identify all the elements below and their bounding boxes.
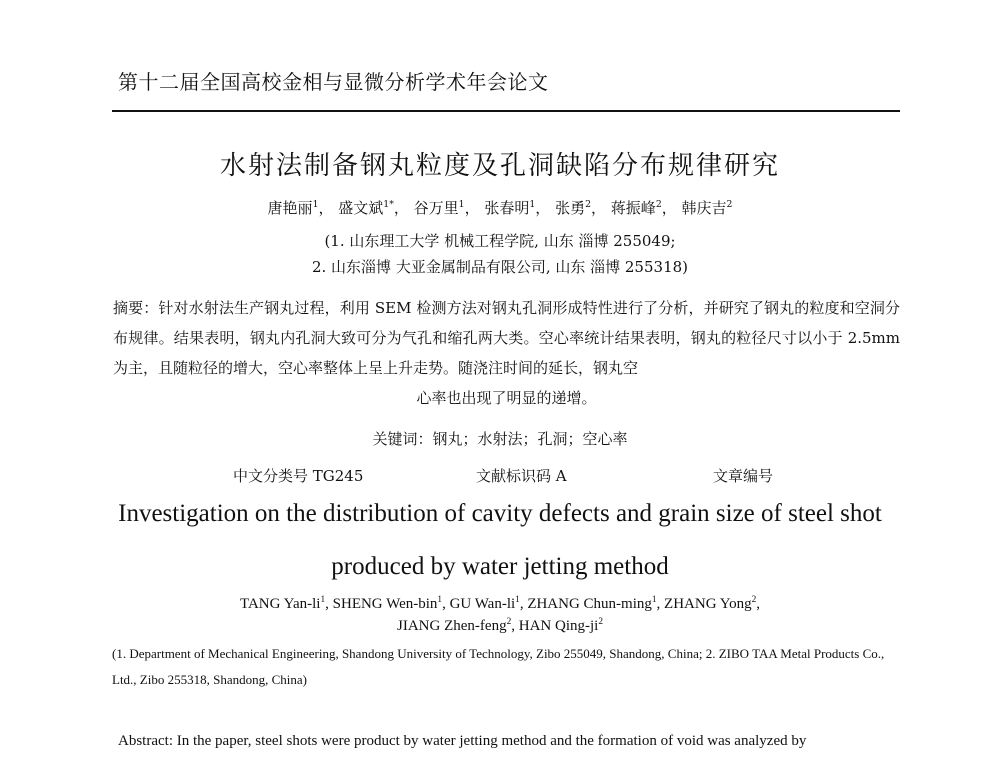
- english-title-line-1: Investigation on the distribution of cavity defects and grain size of steel shot: [118, 500, 882, 527]
- chinese-abstract-last-line: 心率也出现了明显的递增。: [416, 389, 597, 407]
- author-sup: 1: [515, 595, 520, 605]
- classification-number: 中文分类号 TG245: [233, 467, 364, 485]
- document-code: 文献标识码 A: [476, 467, 567, 485]
- author: 蒋振峰: [610, 199, 656, 217]
- author: JIANG Zhen-feng: [397, 618, 507, 634]
- chinese-abstract-body: 摘要：针对水射法生产钢丸过程，利用 SEM 检测方法对钢丸孔洞形成特性进行了分析，并研究了钢丸的粒度和空洞分布规律。结果表明，钢丸内孔洞大致可分为气孔和缩孔两大类。空心率统计结果表明，钢丸的粒径尺寸以小于 2.5mm 为主，且随粒径的增大，空心率整体上呈上升走势。随浇注时间的延长，钢丸空: [113, 299, 900, 377]
- chinese-abstract: [113, 293, 900, 413]
- author: 张春明: [484, 199, 530, 217]
- author-sup: 2: [726, 199, 733, 210]
- chinese-affiliation-1: (1. 山东理工大学 机械工程学院, 山东 淄博 255049;: [324, 232, 676, 250]
- author-sup: 1: [437, 595, 443, 605]
- chinese-keywords: 关键词：钢丸；水射法；孔洞；空心率: [372, 430, 628, 448]
- english-abstract: Abstract: In the paper, steel shots were product by water jetting method and the formation of void was analyzed by: [118, 733, 807, 749]
- author: 韩庆吉: [681, 199, 727, 217]
- author-sup: 1: [458, 199, 465, 210]
- article-number: 文章编号: [713, 467, 774, 485]
- author: GU Wan-li: [449, 596, 516, 612]
- author: TANG Yan-li: [240, 596, 321, 612]
- author: SHENG Wen-bin: [332, 596, 438, 612]
- english-title-line-2: produced by water jetting method: [331, 553, 669, 580]
- english-authors-line-2: JIANG Zhen-feng$^2$, HAN Qing-$ji^2$: [397, 617, 603, 634]
- author: 谷万里: [413, 199, 459, 217]
- english-authors-line-1: TANG Yan-$li^1$, SHENG Wen-bin$^1$, GU Wan-$li^1$, ZHANG Chun-ming$^1$, ZHANG Yong$^2$,: [240, 595, 760, 612]
- author: 盛文斌: [338, 199, 384, 217]
- author-sup: 1: [529, 199, 536, 210]
- chinese-affiliation-2: 2. 山东淄博 大亚金属制品有限公司, 山东 淄博 255318): [311, 258, 689, 276]
- author: 张勇: [555, 199, 586, 217]
- english-affiliation: (1. Department of Mechanical Engineering, Shandong University of Technology, Zibo 255049, Shandong, China; 2. ZIBO TAA Metal Products Co., Ltd., Zibo 255318, Shandong, China): [112, 646, 885, 687]
- author-sup: 2: [585, 199, 592, 210]
- author-sup: 2: [506, 617, 512, 627]
- proceedings-header: 第十二届全国高校金相与显微分析学术年会论文: [118, 70, 549, 94]
- author: 唐艳丽: [267, 199, 313, 217]
- author-sup: 1: [312, 199, 319, 210]
- author-sup: 2: [598, 617, 603, 627]
- header-rule: [112, 110, 900, 112]
- author-sup: 1: [320, 595, 326, 605]
- author: HAN Qing-ji: [518, 618, 599, 634]
- author: ZHANG Yong: [664, 596, 752, 612]
- author-sup: 1*: [383, 199, 394, 210]
- author-sup: 2: [751, 595, 757, 605]
- chinese-authors: 唐艳丽$^1$， 盛文斌$^{1*}$， 谷万里$^1$， 张春明$^1$， 张勇$^2$， 蒋振峰$^2$， 韩庆吉$^2$: [267, 199, 733, 217]
- author-sup: 1: [651, 595, 657, 605]
- author-sup: 2: [655, 199, 662, 210]
- chinese-title: 水射法制备钢丸粒度及孔洞缺陷分布规律研究: [219, 151, 780, 181]
- author: ZHANG Chun-ming: [527, 596, 652, 612]
